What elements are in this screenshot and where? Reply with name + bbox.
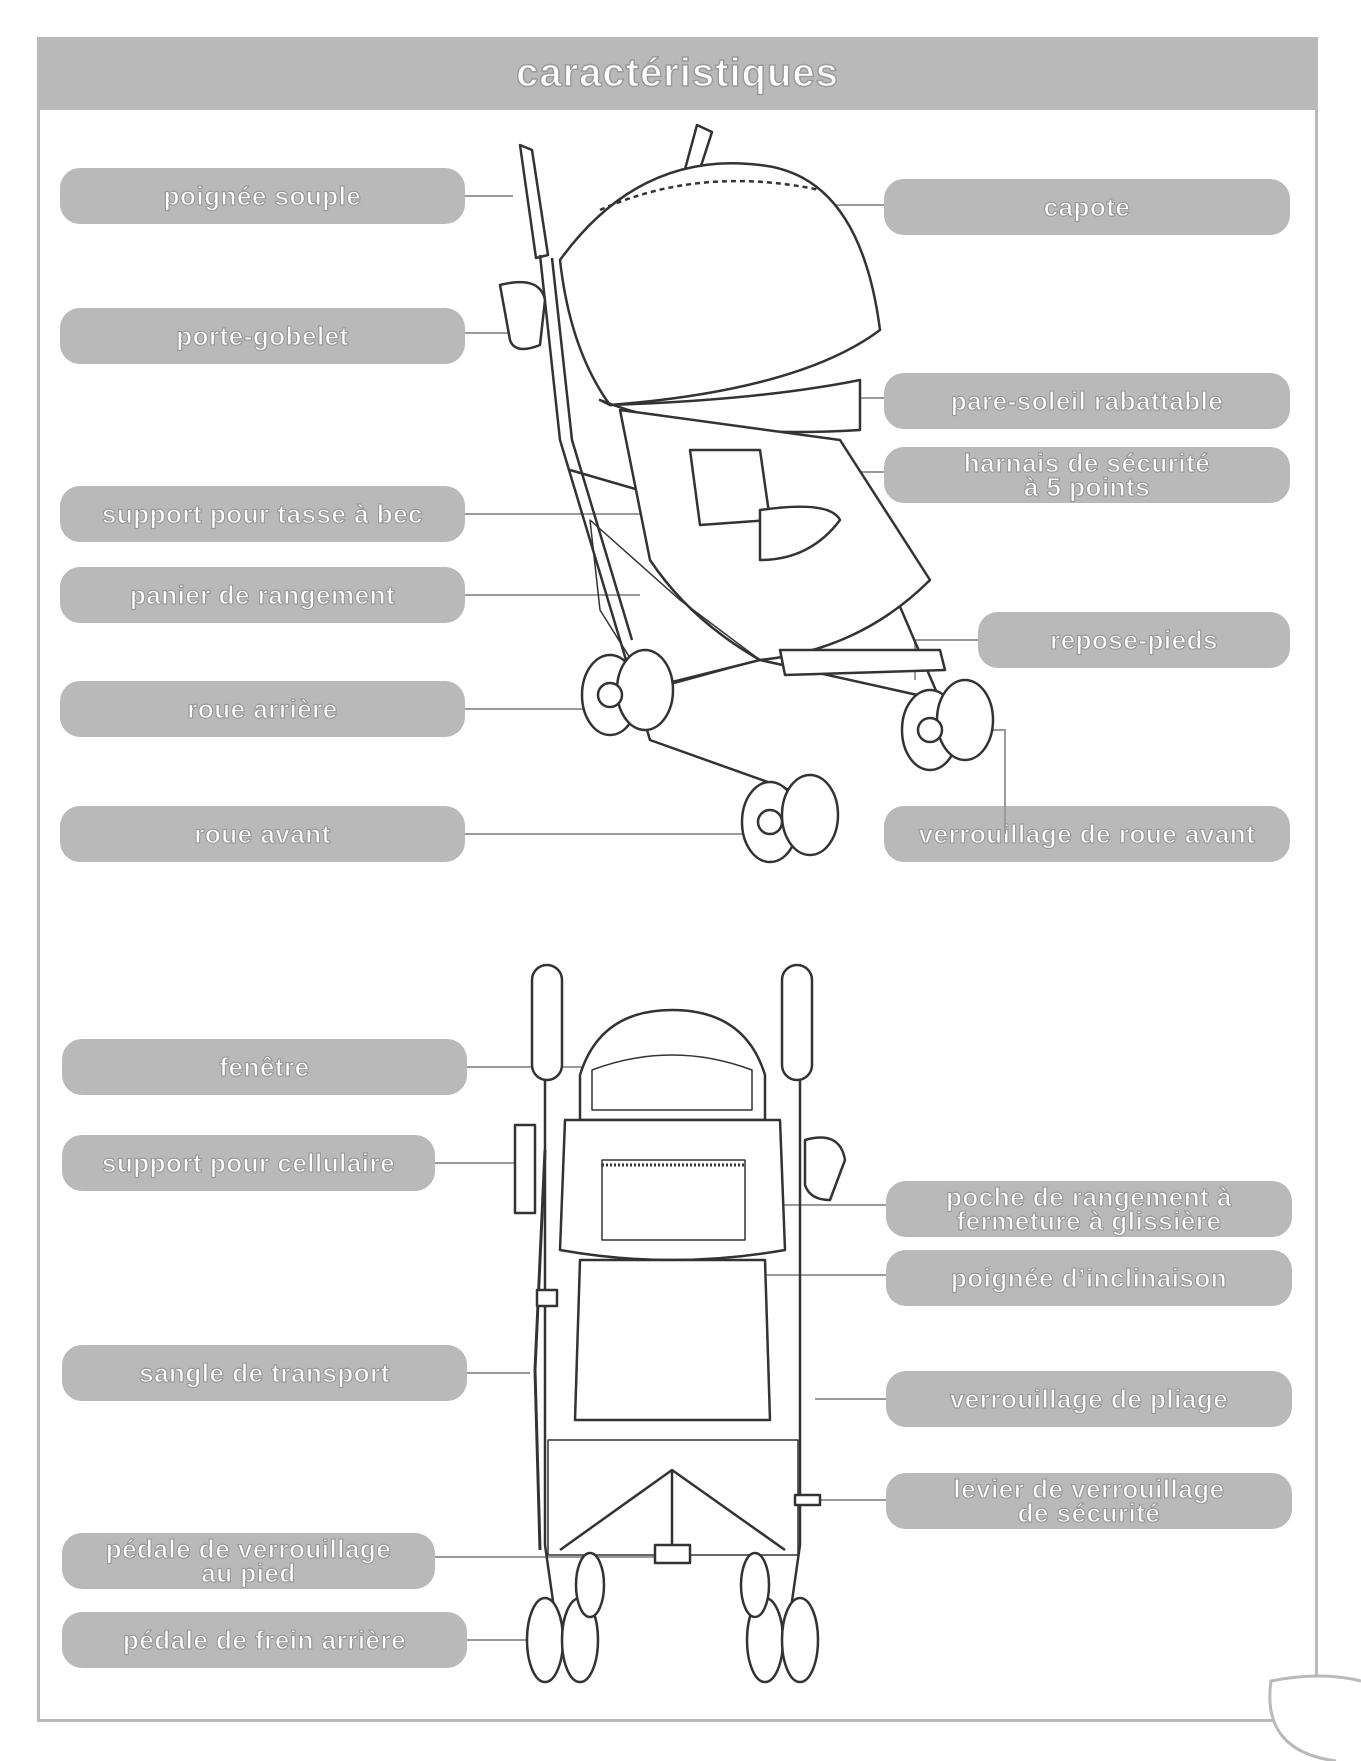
label-text: fermeture à glissière — [956, 1206, 1222, 1236]
label-text: capote — [1043, 192, 1131, 222]
label-text: verrouillage de roue avant — [918, 819, 1256, 849]
page-title: caractéristiques — [516, 51, 839, 95]
label-text: support pour cellulaire — [101, 1148, 396, 1178]
label-text: panier de rangement — [129, 580, 396, 610]
label-window — [62, 1039, 467, 1095]
label-text: levier de verrouillage — [953, 1474, 1225, 1504]
label-text: poche de rangement à — [946, 1182, 1232, 1212]
label-text: poignée souple — [163, 181, 362, 211]
page-corner-curl — [1241, 1641, 1361, 1761]
label-text: repose-pieds — [1050, 625, 1218, 655]
label-lock-pedal — [62, 1533, 435, 1589]
label-text: poignée d’inclinaison — [950, 1263, 1228, 1293]
label-text: support pour tasse à bec — [101, 499, 424, 529]
label-phone-holder — [62, 1135, 435, 1191]
label-rear-wheel — [60, 681, 465, 737]
label-soft-handle — [60, 168, 465, 224]
label-text: fenêtre — [219, 1052, 310, 1082]
label-storage-basket — [60, 567, 465, 623]
label-sun-visor — [884, 373, 1290, 429]
label-text: pédale de frein arrière — [122, 1625, 407, 1655]
label-sippy-cup-holder — [60, 486, 465, 542]
label-text: roue avant — [194, 819, 331, 849]
page-frame — [37, 37, 1318, 1722]
label-text: à 5 points — [1023, 472, 1151, 502]
label-carry-strap — [62, 1345, 467, 1401]
label-fold-lock — [886, 1371, 1292, 1427]
label-text: roue arrière — [187, 694, 338, 724]
label-rear-brake — [62, 1612, 467, 1668]
label-front-wheel-lock — [884, 806, 1290, 862]
label-canopy — [884, 179, 1290, 235]
label-text: au pied — [201, 1558, 296, 1588]
label-harness — [884, 447, 1290, 503]
header-bar — [37, 37, 1318, 110]
label-text: de sécurité — [1017, 1498, 1161, 1528]
label-text: harnais de sécurité — [963, 448, 1211, 478]
label-cup-holder — [60, 308, 465, 364]
label-zip-pocket — [886, 1181, 1292, 1237]
label-recline-handle — [886, 1250, 1292, 1306]
label-text: porte-gobelet — [176, 321, 349, 351]
label-safety-lever — [886, 1473, 1292, 1529]
label-text: verrouillage de pliage — [949, 1384, 1229, 1414]
label-front-wheel — [60, 806, 465, 862]
label-footrest — [978, 612, 1290, 668]
label-text: sangle de transport — [139, 1358, 390, 1388]
label-text: pare-soleil rabattable — [950, 386, 1224, 416]
label-text: pédale de verrouillage — [105, 1534, 392, 1564]
